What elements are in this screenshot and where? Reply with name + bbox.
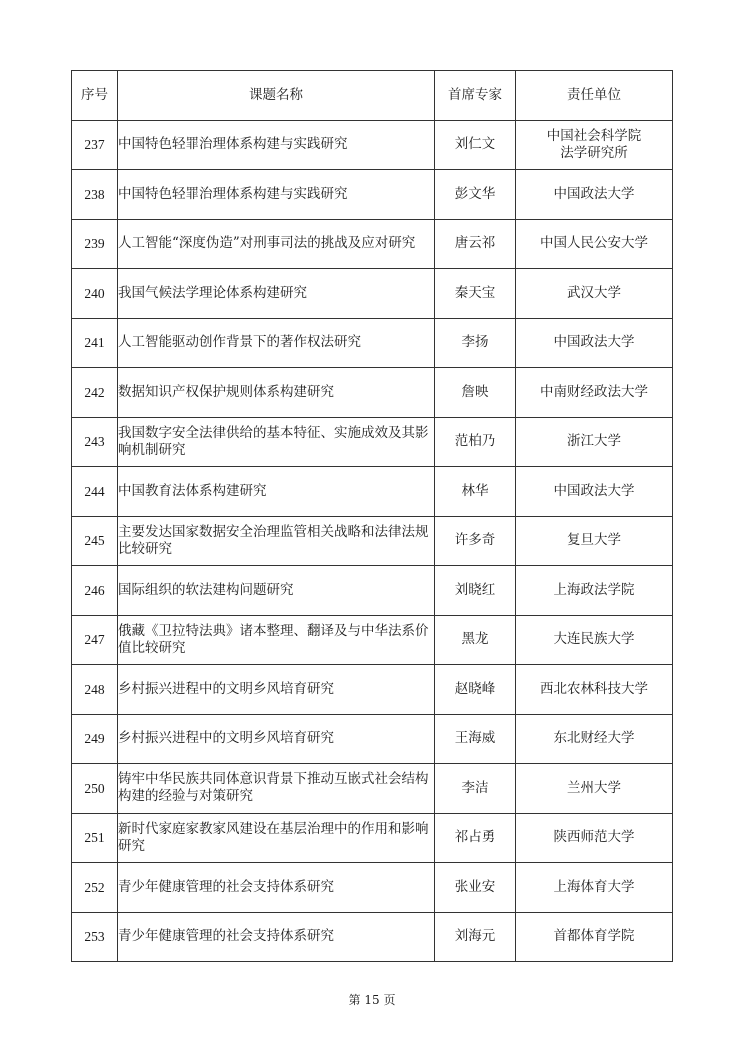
cell-no: 239 — [72, 219, 118, 269]
cell-no: 248 — [72, 665, 118, 715]
cell-expert: 林华 — [435, 467, 516, 517]
cell-no: 243 — [72, 417, 118, 467]
header-unit: 责任单位 — [516, 71, 673, 121]
cell-expert: 张业安 — [435, 863, 516, 913]
table-row — [72, 269, 673, 319]
cell-no: 246 — [72, 566, 118, 616]
table-row — [72, 665, 673, 715]
cell-expert: 刘仁文 — [435, 120, 516, 170]
table-header-row — [72, 71, 673, 121]
cell-expert: 王海威 — [435, 714, 516, 764]
cell-unit — [516, 813, 673, 863]
unit-line: 大连民族大学 — [553, 631, 635, 648]
cell-title: 主要发达国家数据安全治理监管相关战略和法律法规比较研究 — [118, 516, 435, 566]
cell-no: 251 — [72, 813, 118, 863]
cell-unit — [516, 714, 673, 764]
table-row — [72, 863, 673, 913]
cell-no: 241 — [72, 318, 118, 368]
cell-unit — [516, 417, 673, 467]
cell-expert: 黑龙 — [435, 615, 516, 665]
cell-title: 俄藏《卫拉特法典》诸本整理、翻译及与中华法系价值比较研究 — [118, 615, 435, 665]
cell-unit — [516, 912, 673, 962]
table-row — [72, 813, 673, 863]
unit-line: 复旦大学 — [567, 532, 621, 549]
header-expert: 首席专家 — [435, 71, 516, 121]
cell-no: 240 — [72, 269, 118, 319]
cell-title: 中国特色轻罪治理体系构建与实践研究 — [118, 120, 435, 170]
cell-unit — [516, 615, 673, 665]
cell-unit — [516, 665, 673, 715]
cell-expert: 祁占勇 — [435, 813, 516, 863]
table-row — [72, 615, 673, 665]
page-number: 第 15 页 — [348, 993, 396, 1007]
unit-line: 兰州大学 — [567, 779, 621, 796]
cell-expert: 刘海元 — [435, 912, 516, 962]
unit-line: 中国社会科学院 — [546, 127, 642, 144]
cell-expert: 詹映 — [435, 368, 516, 418]
cell-expert: 唐云祁 — [435, 219, 516, 269]
cell-unit — [516, 170, 673, 220]
cell-title: 人工智能“深度伪造”对刑事司法的挑战及应对研究 — [118, 219, 435, 269]
table-row — [72, 764, 673, 814]
unit-line: 中国政法大学 — [553, 334, 635, 351]
table-body — [72, 120, 673, 962]
cell-unit — [516, 120, 673, 170]
cell-expert: 秦天宝 — [435, 269, 516, 319]
table-row — [72, 368, 673, 418]
table-row — [72, 417, 673, 467]
table-row — [72, 566, 673, 616]
table-row — [72, 219, 673, 269]
table-row — [72, 170, 673, 220]
unit-line: 陕西师范大学 — [553, 829, 635, 846]
cell-unit — [516, 219, 673, 269]
cell-no: 250 — [72, 764, 118, 814]
cell-title: 我国数字安全法律供给的基本特征、实施成效及其影响机制研究 — [118, 417, 435, 467]
header-title: 课题名称 — [118, 71, 435, 121]
cell-expert: 李扬 — [435, 318, 516, 368]
cell-title: 青少年健康管理的社会支持体系研究 — [118, 912, 435, 962]
cell-title: 乡村振兴进程中的文明乡风培育研究 — [118, 665, 435, 715]
cell-expert: 许多奇 — [435, 516, 516, 566]
cell-title: 人工智能驱动创作背景下的著作权法研究 — [118, 318, 435, 368]
unit-line: 中南财经政法大学 — [540, 383, 648, 400]
cell-title: 新时代家庭家教家风建设在基层治理中的作用和影响研究 — [118, 813, 435, 863]
cell-no: 242 — [72, 368, 118, 418]
cell-unit — [516, 566, 673, 616]
cell-title: 中国教育法体系构建研究 — [118, 467, 435, 517]
header-no: 序号 — [72, 71, 118, 121]
cell-expert: 赵晓峰 — [435, 665, 516, 715]
cell-no: 253 — [72, 912, 118, 962]
cell-title: 青少年健康管理的社会支持体系研究 — [118, 863, 435, 913]
unit-line: 上海体育大学 — [553, 878, 635, 895]
cell-no: 237 — [72, 120, 118, 170]
cell-no: 244 — [72, 467, 118, 517]
cell-expert: 李洁 — [435, 764, 516, 814]
table-row — [72, 912, 673, 962]
cell-no: 249 — [72, 714, 118, 764]
cell-unit — [516, 764, 673, 814]
project-table — [71, 70, 673, 962]
table-row — [72, 714, 673, 764]
cell-expert: 刘晓红 — [435, 566, 516, 616]
cell-unit — [516, 516, 673, 566]
table-row — [72, 318, 673, 368]
cell-title: 乡村振兴进程中的文明乡风培育研究 — [118, 714, 435, 764]
cell-title: 我国气候法学理论体系构建研究 — [118, 269, 435, 319]
cell-no: 247 — [72, 615, 118, 665]
cell-title: 中国特色轻罪治理体系构建与实践研究 — [118, 170, 435, 220]
unit-line: 上海政法学院 — [553, 581, 635, 598]
cell-title: 铸牢中华民族共同体意识背景下推动互嵌式社会结构构建的经验与对策研究 — [118, 764, 435, 814]
table-row — [72, 516, 673, 566]
unit-line: 法学研究所 — [560, 144, 628, 161]
cell-unit — [516, 863, 673, 913]
cell-expert: 范柏乃 — [435, 417, 516, 467]
unit-line: 浙江大学 — [567, 433, 621, 450]
unit-line: 首都体育学院 — [553, 928, 635, 945]
cell-no: 238 — [72, 170, 118, 220]
cell-no: 252 — [72, 863, 118, 913]
unit-line: 西北农林科技大学 — [540, 680, 648, 697]
unit-line: 中国政法大学 — [553, 482, 635, 499]
unit-line: 中国人民公安大学 — [540, 235, 648, 252]
cell-expert: 彭文华 — [435, 170, 516, 220]
cell-unit — [516, 467, 673, 517]
table-row — [72, 467, 673, 517]
cell-no: 245 — [72, 516, 118, 566]
table-row — [72, 120, 673, 170]
unit-line: 武汉大学 — [567, 284, 621, 301]
cell-title: 国际组织的软法建构问题研究 — [118, 566, 435, 616]
cell-unit — [516, 318, 673, 368]
cell-title: 数据知识产权保护规则体系构建研究 — [118, 368, 435, 418]
cell-unit — [516, 269, 673, 319]
unit-line: 东北财经大学 — [553, 730, 635, 747]
cell-unit — [516, 368, 673, 418]
unit-line: 中国政法大学 — [553, 185, 635, 202]
